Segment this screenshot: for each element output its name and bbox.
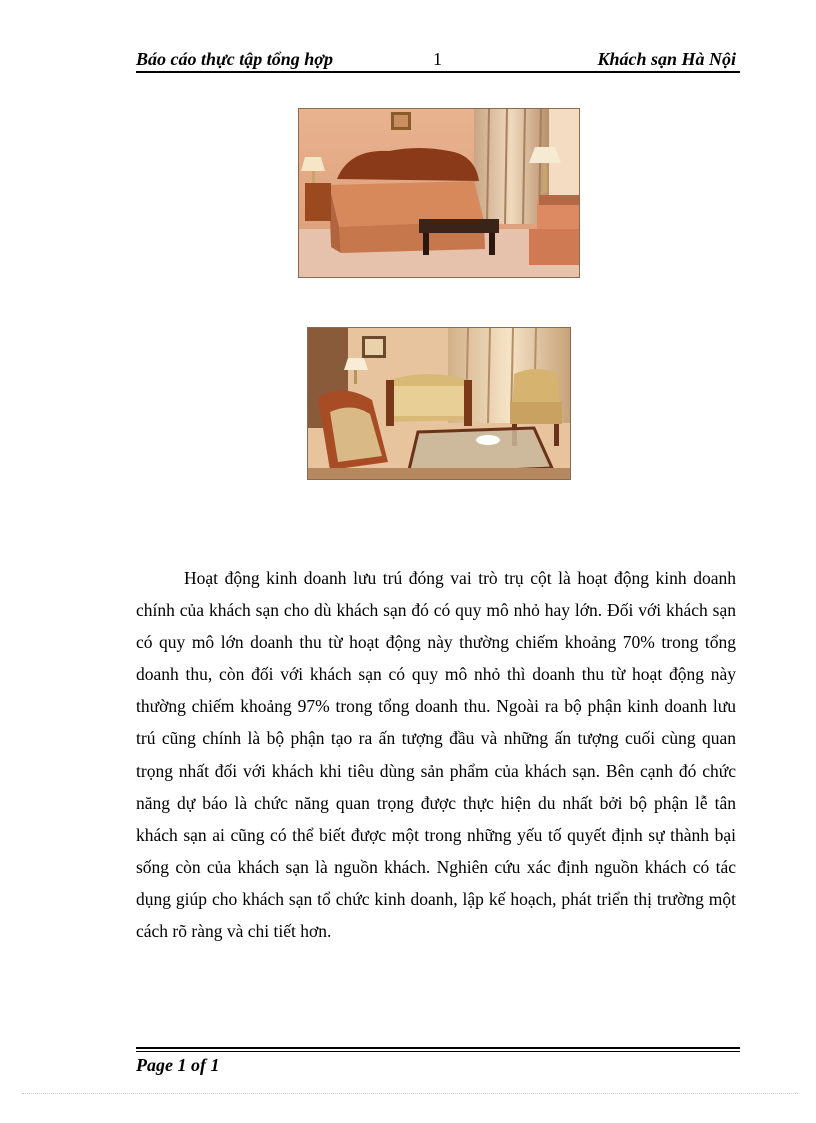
footer-rule	[136, 1047, 740, 1049]
page-footer: Page 1 of 1	[136, 1055, 220, 1075]
header-page-number: 1	[433, 49, 442, 69]
hotel-living-room-photo	[307, 327, 571, 480]
hotel-bedroom-photo	[298, 108, 580, 278]
header-report-title: Báo cáo thực tập tổng hợp	[136, 49, 333, 69]
page-edge-line	[22, 1093, 798, 1094]
header-rule	[136, 71, 740, 73]
page-header	[136, 49, 740, 73]
footer-rule-thin	[136, 1051, 740, 1052]
header-hotel-name: Khách sạn Hà Nội	[597, 49, 736, 69]
body-paragraph: Hoạt động kinh doanh lưu trú đóng vai trò trụ cột là hoạt động kinh doanh chính của khách sạn cho dù khách sạn đó có quy mô nhỏ hay lớn. Đối với khách sạn có quy mô lớn doanh thu từ hoạt động này thường chiếm khoảng 70% trong tổng doanh thu, còn đối với khách sạn có quy mô nhỏ thì doanh thu từ hoạt động này thường chiếm khoảng 97% trong tổng doanh thu. Ngoài ra bộ phận kinh doanh lưu trú cũng chính là bộ phận tạo ra ấn tượng đầu và những ấn tượng cuối cùng quan trọng nhất đối với khách khi tiêu dùng sản phẩm của khách sạn. Bên cạnh đó chức năng dự báo là chức năng quan trọng được thực hiện du nhất bởi bộ phận lễ tân khách sạn ai cũng có thể biết được một trong những yếu tố quyết định sự thành bại sống còn của khách sạn là nguồn khách. Nghiên cứu xác định nguồn khách có tác dụng giúp cho khách sạn tổ chức kinh doanh, lập kế hoạch, phát triển thị trường một cách rõ ràng và chi tiết hơn.	[136, 568, 736, 942]
